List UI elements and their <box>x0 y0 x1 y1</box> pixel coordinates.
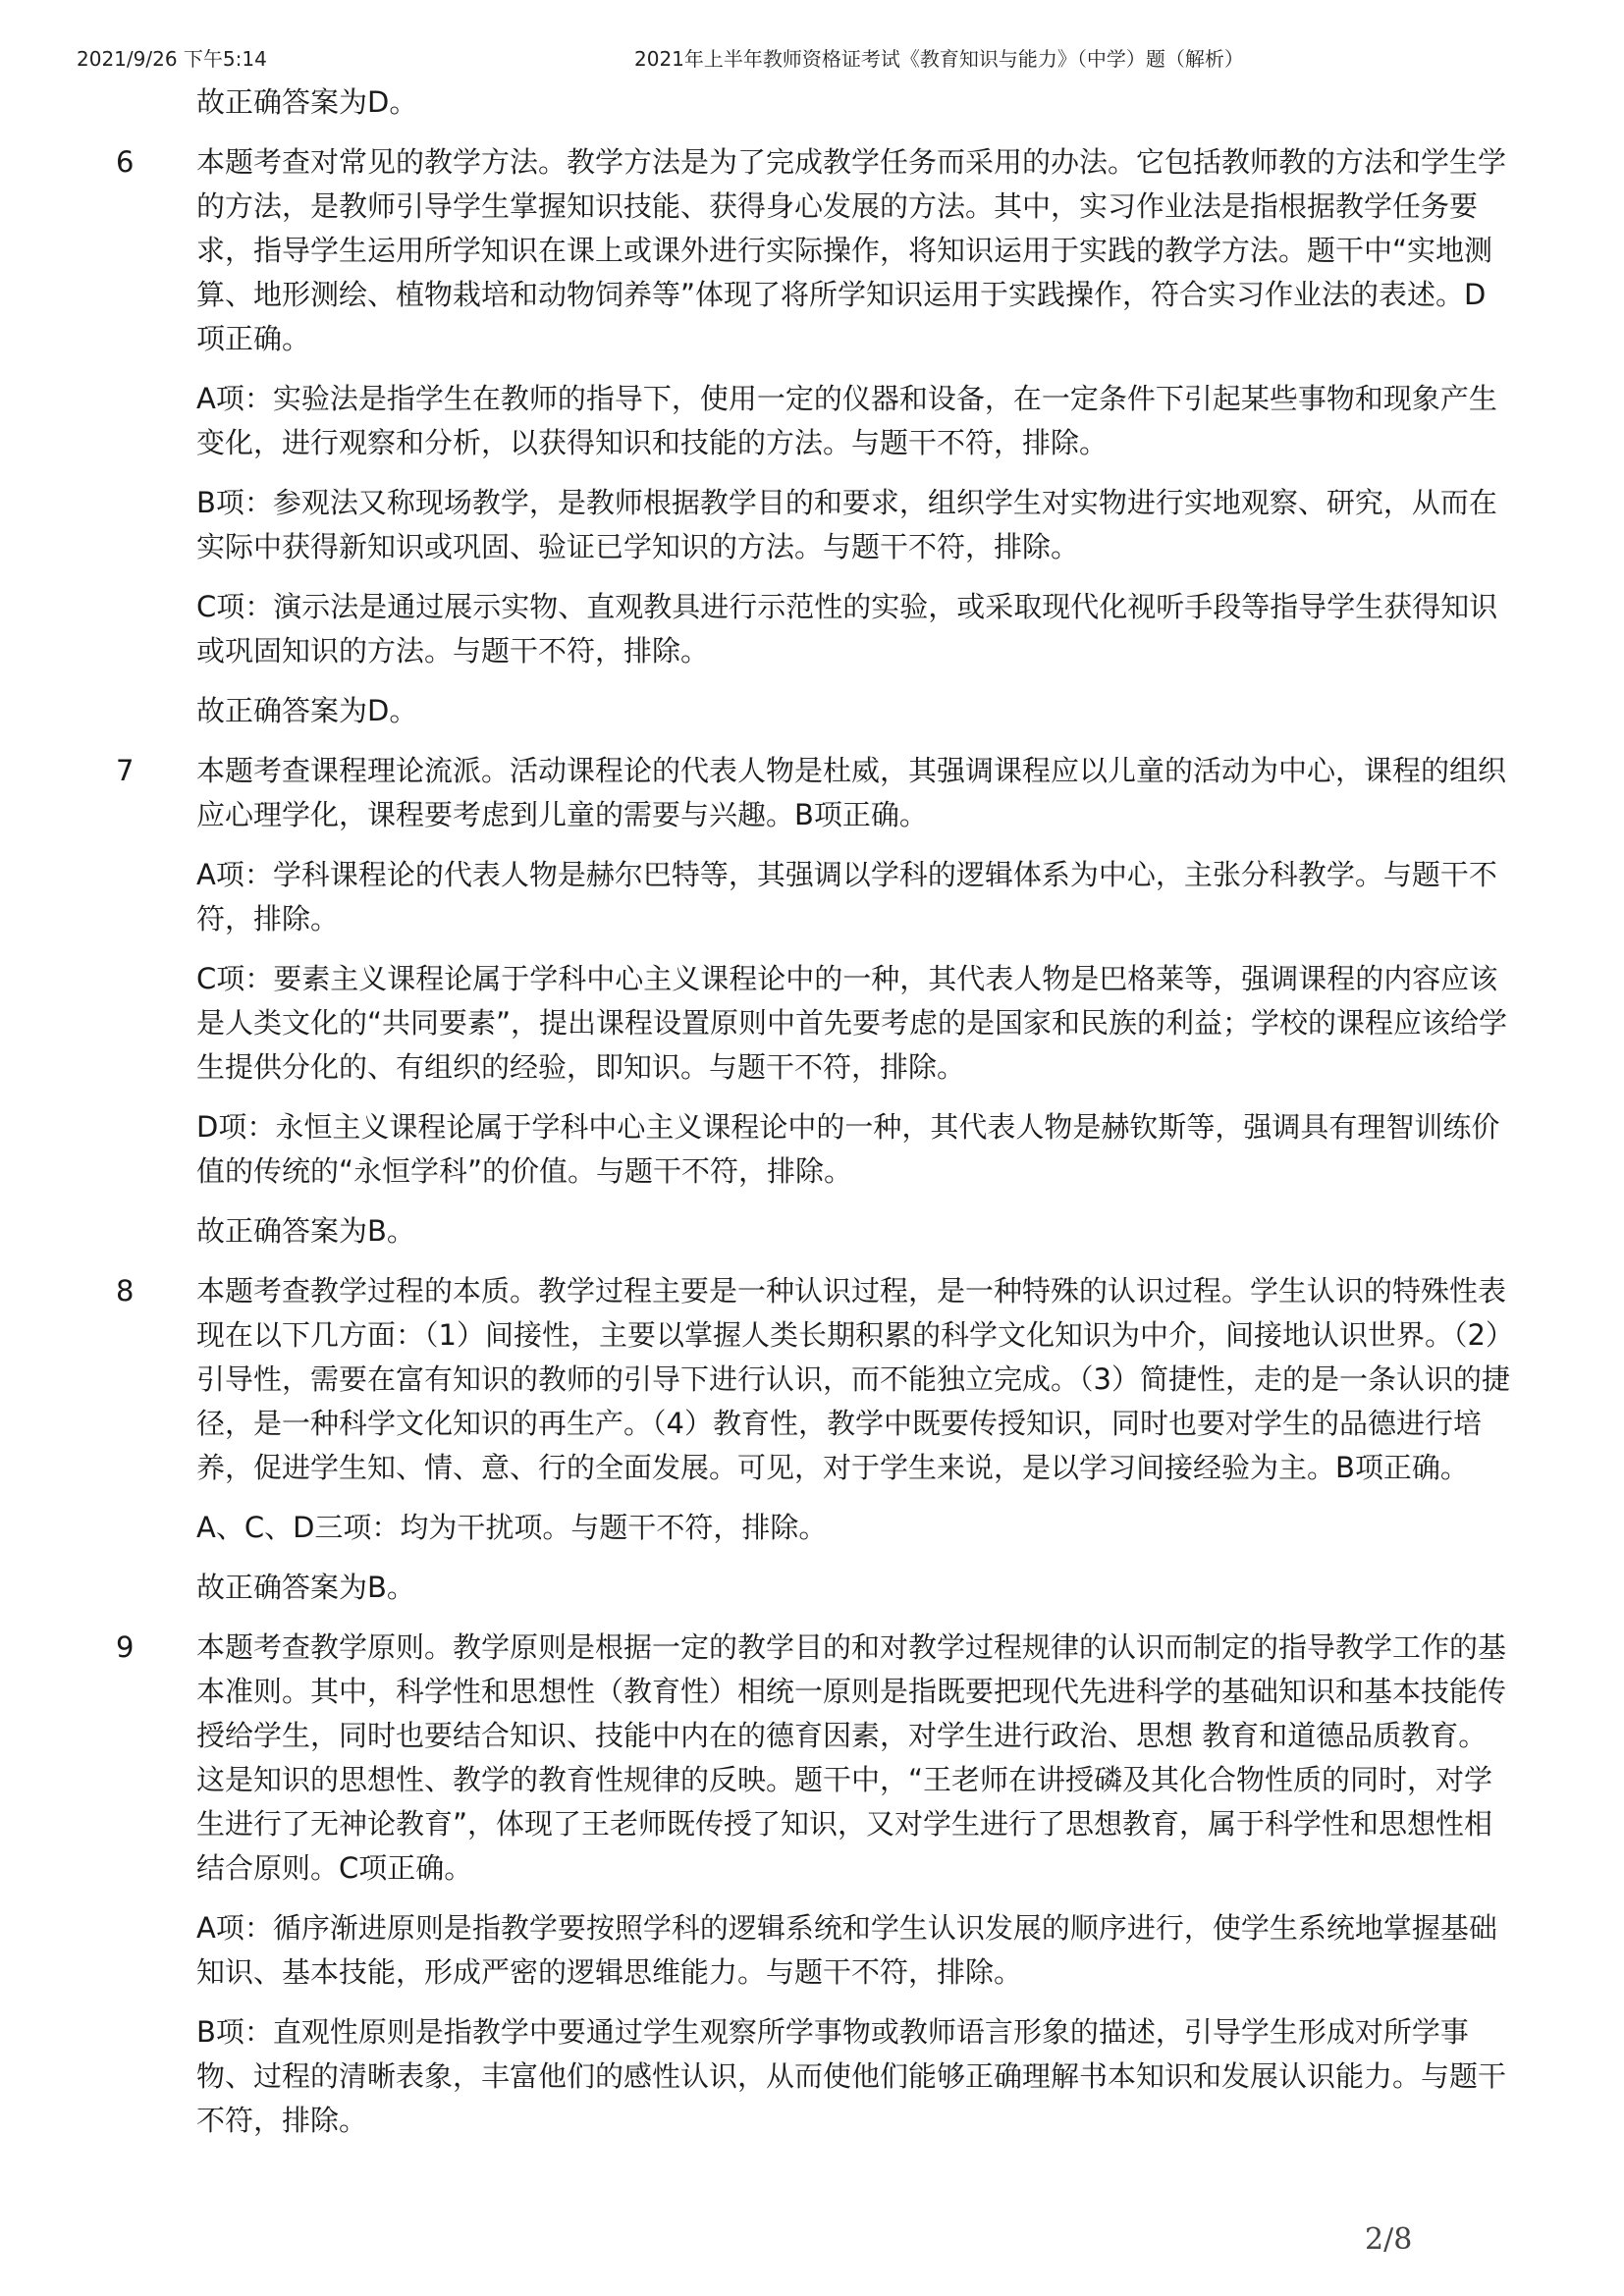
paragraph: 本题考查对常见的教学方法。教学方法是为了完成教学任务而采用的办法。它包括教师教的方法和学生学的方法，是教师引导学生掌握知识技能、获得身心发展的方法。其中，实习作业法是指根据教学任务要求，指导学生运用所学知识在课上或课外进行实际操作，将知识运用于实践的教学方法。题干中“实地测算、地形测绘、植物栽培和动物饲养等”体现了将所学知识运用于实践操作，符合实习作业法的表述。D项正确。 <box>196 145 1507 355</box>
paragraph: C项：要素主义课程论属于学科中心主义课程论中的一种，其代表人物是巴格莱等，强调课程的内容应该是人类文化的“共同要素”，提出课程设置原则中首先要考虑的是国家和民族的利益；学校的课程应该给学生提供分化的、有组织的经验，即知识。与题干不符，排除。 <box>196 962 1508 1084</box>
paragraph: A项：实验法是指学生在教师的指导下，使用一定的仪器和设备，在一定条件下引起某些事物和现象产生变化，进行观察和分析，以获得知识和技能的方法。与题干不符，排除。 <box>196 382 1497 459</box>
answer-line: 故正确答案为D。 <box>196 694 418 727</box>
page-body <box>116 80 1510 2159</box>
paragraph: 本题考查教学过程的本质。教学过程主要是一种认识过程，是一种特殊的认识过程。学生认识的特殊性表现在以下几方面：（1）间接性，主要以掌握人类长期积累的科学文化知识为中介，间接地认识世界。（2）引导性，需要在富有知识的教师的引导下进行认识，而不能独立完成。（3）简捷性，走的是一条认识的捷径，是一种科学文化知识的再生产。（4）教育性，教学中既要传授知识，同时也要对学生的品德进行培养，促进学生知、情、意、行的全面发展。可见，对于学生来说，是以学习间接经验为主。B项正确。 <box>196 1274 1510 1484</box>
question-number: 7 <box>116 754 135 787</box>
answer-line: 故正确答案为B。 <box>196 1571 415 1604</box>
paragraph: B项：直观性原则是指教学中要通过学生观察所学事物或教师语言形象的描述，引导学生形成对所学事物、过程的清晰表象，丰富他们的感性认识，从而使他们能够正确理解书本知识和发展认识能力。与题干不符，排除。 <box>196 2015 1507 2137</box>
paragraph: A项：学科课程论的代表人物是赫尔巴特等，其强调以学科的逻辑体系为中心，主张分科教学。与题干不符，排除。 <box>196 858 1497 935</box>
question-number: 8 <box>116 1274 135 1308</box>
question-number: 9 <box>116 1630 135 1664</box>
page-number: 2/8 <box>1365 2222 1413 2257</box>
header-title: 2021年上半年教师资格证考试《教育知识与能力》（中学）题（解析） <box>634 47 1244 71</box>
paragraph: 本题考查课程理论流派。活动课程论的代表人物是杜威，其强调课程应以儿童的活动为中心，课程的组织应心理学化，课程要考虑到儿童的需要与兴趣。B项正确。 <box>196 754 1507 831</box>
paragraph: D项：永恒主义课程论属于学科中心主义课程论中的一种，其代表人物是赫钦斯等，强调具有理智训练价值的传统的“永恒学科”的价值。与题干不符，排除。 <box>196 1110 1500 1188</box>
question-number: 6 <box>116 145 135 179</box>
answer-line: 故正确答案为B。 <box>196 1214 415 1248</box>
paragraph: C项：演示法是通过展示实物、直观教具进行示范性的实验，或采取现代化视听手段等指导学生获得知识或巩固知识的方法。与题干不符，排除。 <box>196 590 1498 667</box>
paragraph: A项：循序渐进原则是指教学要按照学科的逻辑系统和学生认识发展的顺序进行，使学生系统地掌握基础知识、基本技能，形成严密的逻辑思维能力。与题干不符，排除。 <box>196 1911 1497 1989</box>
header-datetime: 2021/9/26 下午5:14 <box>77 47 267 71</box>
question-8 <box>116 1269 1510 1610</box>
question-7 <box>116 749 1510 1254</box>
paragraph: B项：参观法又称现场教学，是教师根据教学目的和要求，组织学生对实物进行实地观察、研究，从而在实际中获得新知识或巩固、验证已学知识的方法。与题干不符，排除。 <box>196 486 1497 563</box>
question-6 <box>116 140 1510 733</box>
paragraph: A、C、D三项：均为干扰项。与题干不符，排除。 <box>196 1511 828 1544</box>
question-9 <box>116 1626 1510 2143</box>
lead-answer: 故正确答案为D。 <box>196 85 418 119</box>
paragraph: 本题考查教学原则。教学原则是根据一定的教学目的和对教学过程规律的认识而制定的指导教学工作的基本准则。其中，科学性和思想性（教育性）相统一原则是指既要把现代先进科学的基础知识和基本技能传授给学生，同时也要结合知识、技能中内在的德育因素，对学生进行政治、思想 教育和道德品质教育。这是知识的思想性、教学的教育性规律的反映。题干中，“王老师在讲授磷及其化合物性质的同时，对学生进行了无神论教育”，体现了王老师既传授了知识，又对学生进行了思想教育，属于科学性和思想性相结合原则。C项正确。 <box>196 1630 1507 1885</box>
